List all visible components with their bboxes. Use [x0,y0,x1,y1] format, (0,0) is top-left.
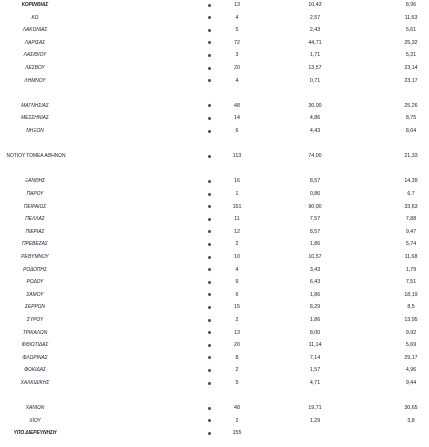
count-cell: 13 [234,329,240,336]
table-row [0,366,429,374]
rate-cell: 9,47 [405,228,417,235]
count-cell: 4 [235,266,239,273]
table-row [0,354,429,362]
rate-cell: 25,32 [404,39,418,46]
row-label: ΥΠΟ ΔΙΕΡΕΥΝΗΣΗ [13,430,57,437]
row-label: ΠΑΡΟΥ [26,191,44,197]
count-cell: 4 [235,77,239,84]
dot-leader [208,256,211,259]
dot-leader-column [206,8,214,444]
count-cell: 20 [234,342,240,349]
row-label: ΡΕΘΥΜΝΟΥ [21,254,49,260]
table-row [0,165,429,173]
value-cell: 1,86 [309,317,321,323]
table-row [0,291,429,299]
table-row [0,1,429,9]
count-cell: 6 [235,128,239,134]
rate-cell: 25,26 [404,102,418,109]
dot-leader [208,407,211,410]
row-label: ΠΡΕΒΕΖΑΣ [22,241,48,248]
count-cell: 12 [234,228,240,235]
table-row [0,379,429,387]
count-cell: 2 [235,241,239,248]
table-row [0,253,429,261]
table-row [0,140,429,148]
count-cell: 13 [234,2,240,8]
table-row [0,152,429,160]
value-cell: 7,14 [309,354,321,361]
row-label: ΡΟΔΟΠΗΣ [23,266,47,273]
dot-leader [208,218,211,221]
table-row [0,240,429,248]
row-label: ΧΙΟΥ [29,417,41,424]
count-cell: 15 [234,304,240,311]
rate-cell: 4,96 [405,367,417,374]
row-label: ΝΗΞΟΝ [26,128,44,134]
dot-leader [208,281,211,284]
row-label: ΛΑΚΩΝΙΑΣ [22,27,48,34]
table-row [0,77,429,85]
row-label: ΤΡΙΚΑΛΩΝ [22,329,48,336]
rate-cell: 21,33 [404,153,418,160]
value-cell: 11,14 [308,342,322,349]
dot-leader [208,293,211,296]
dot-leader [208,54,211,57]
dot-leader [208,306,211,309]
count-cell: 20 [234,65,240,71]
rate-cell: 5,31 [405,52,417,59]
table-row [0,14,429,22]
value-cell: 4,86 [309,115,321,122]
row-label: ΣΥΡΟΥ [26,317,44,323]
rate-cell: 7,88 [405,216,417,223]
rate-cell: 11,68 [404,254,418,260]
row-label: ΚΩ [31,14,39,21]
table-row [0,89,429,97]
value-cell: 10,57 [308,254,322,260]
count-cell: 10 [234,254,240,260]
row-label: ΧΑΛΚΙΔΙΚΗΣ [20,380,50,386]
count-cell: 16 [234,178,240,185]
dot-leader [208,344,211,347]
count-cell: 14 [234,115,240,122]
dot-leader [208,16,211,19]
dot-leader [208,331,211,334]
count-cell: 72 [234,39,240,46]
dot-leader [208,268,211,271]
table-row [0,203,429,211]
count-cell: 113 [232,153,242,160]
row-label: ΛΑΡΙΣΑΣ [24,39,46,46]
dot-leader [208,79,211,82]
value-cell: 1,29 [309,417,321,424]
count-cell: 5 [235,380,239,386]
rate-cell: 7,51 [405,279,417,286]
value-cell: 6,43 [309,279,321,286]
count-cell: 48 [234,405,240,412]
dot-leader [208,319,211,322]
value-cell: 8,57 [309,178,321,185]
row-label: ΚΟΡΙΝΘΙΑΣ [21,2,49,8]
dot-leader [208,369,211,372]
row-label: ΜΕΣΣΗΝΙΑΣ [21,115,49,122]
dot-leader [208,356,211,359]
value-cell: 2,57 [309,14,321,21]
value-cell: 8,57 [309,228,321,235]
value-cell: 44,71 [308,39,322,46]
table-row [0,228,429,236]
row-label: ΦΘΙΩΤΙΔΑΣ [21,342,49,349]
value-cell: 30,00 [308,102,322,109]
value-cell: 10,43 [308,2,322,8]
table-row [0,429,429,437]
rate-cell: 8,75 [405,115,417,122]
table-row [0,215,429,223]
count-cell: 155 [232,430,242,437]
dot-leader [208,243,211,246]
count-cell: 2 [235,417,239,424]
dot-leader [208,130,211,133]
rate-cell: 9,92 [405,329,417,336]
rate-cell: 13,95 [404,317,418,323]
dot-leader [208,155,211,158]
row-label: ΧΑΝΙΩΝ [25,405,45,412]
table-row [0,404,429,412]
row-label: ΝΟΤΙΟΥ ΤΟΜΕΑ ΑΘΗΝΩΝ [6,153,66,160]
rate-cell: 5,61 [405,27,417,34]
table-row [0,114,429,122]
value-cell: 19,71 [308,405,322,412]
table-row [0,64,429,72]
dot-leader [208,419,211,422]
table-row [0,278,429,286]
value-cell: 3,43 [309,266,321,273]
table-row [0,417,429,425]
rate-cell: 23,14 [404,65,418,71]
rate-cell: 1,79 [405,266,417,273]
table-row [0,51,429,59]
dot-leader [208,104,211,107]
value-cell: 1,86 [309,241,321,248]
table-row [0,39,429,47]
rate-cell: 30,65 [404,405,418,412]
table-row [0,329,429,337]
row-label: ΣΕΡΡΩΝ [25,304,45,311]
dot-leader [208,193,211,196]
count-cell: 9 [235,279,239,286]
count-cell: 1 [235,191,239,197]
rate-cell: 11,63 [404,14,418,21]
count-cell: 5 [235,27,239,34]
value-cell: 4,43 [309,128,321,134]
row-label: ΠΕΙΡΑΙΩΣ [23,203,47,210]
row-label: ΡΟΔΟΥ [26,279,44,286]
count-cell: 2 [235,367,239,374]
dot-leader [208,230,211,233]
value-cell: 90,00 [308,203,322,210]
rate-cell: 33,63 [404,203,418,210]
value-cell: 74,00 [308,153,322,160]
count-cell: 11 [234,216,240,223]
row-label: ΦΛΩΡΙΝΑΣ [22,354,48,361]
rate-cell: 9,44 [405,380,417,386]
rate-cell: 29,17 [404,354,418,361]
count-cell: 8 [235,354,239,361]
value-cell: 1,86 [309,291,321,298]
table-row [0,26,429,34]
count-cell: 2 [235,317,239,323]
table-row [0,303,429,311]
row-label: ΣΑΜΟΥ [26,291,44,298]
value-cell: 7,57 [309,216,321,223]
dot-leader [208,180,211,183]
rate-cell: 8,04 [405,128,417,134]
value-cell: 1,71 [309,52,321,59]
count-cell: 151 [232,203,242,210]
table-row [0,102,429,110]
rate-cell: 3,8 [407,417,415,424]
count-cell: 48 [234,102,240,109]
dot-leader [208,205,211,208]
count-cell: 6 [235,291,239,298]
dot-leader [208,29,211,32]
row-label: ΛΗΜΝΟΥ [24,77,46,84]
value-cell: 13,57 [308,65,322,71]
table-row [0,177,429,185]
rate-cell: 14,39 [404,178,418,185]
row-label: ΛΕΣΒΟΥ [25,65,45,71]
rate-cell: 6,7 [407,191,415,197]
dot-leader [208,117,211,120]
row-label: ΠΙΕΡΙΑΣ [25,228,45,235]
value-cell: 2,43 [309,27,321,34]
table-row [0,316,429,324]
rate-cell: 5,69 [405,342,417,349]
count-cell: 4 [235,14,239,21]
table-row [0,341,429,349]
table-row [0,266,429,274]
count-cell: 3 [235,52,239,59]
value-cell: 0,86 [309,191,321,197]
value-cell: 4,71 [309,380,321,386]
row-label: ΠΕΛΛΑΣ [25,216,45,223]
rate-cell: 8,5 [407,304,415,311]
dot-leader [208,67,211,70]
value-cell: 8,29 [309,304,321,311]
row-label: ΦΩΚΙΔΑΣ [24,367,46,374]
row-label: ΜΑΓΝΗΣΙΑΣ [21,102,49,109]
table-row [0,127,429,135]
dot-leader [208,41,211,44]
dot-leader [208,4,211,7]
row-label: ΛΑΣΙΘΙΟΥ [23,52,47,59]
table-row [0,190,429,198]
rate-cell: 18,19 [404,291,418,298]
value-cell: 8,00 [309,329,321,336]
dot-leader [208,382,211,385]
rate-cell: 5,74 [405,241,417,248]
rate-cell: 23,17 [404,77,418,84]
row-label: ΞΑΝΘΗΣ [24,178,46,185]
value-cell: 0,71 [309,77,321,84]
dot-leader [208,432,211,435]
table-row [0,392,429,400]
value-cell: 1,57 [309,367,321,374]
rate-cell: 8,96 [405,2,417,8]
